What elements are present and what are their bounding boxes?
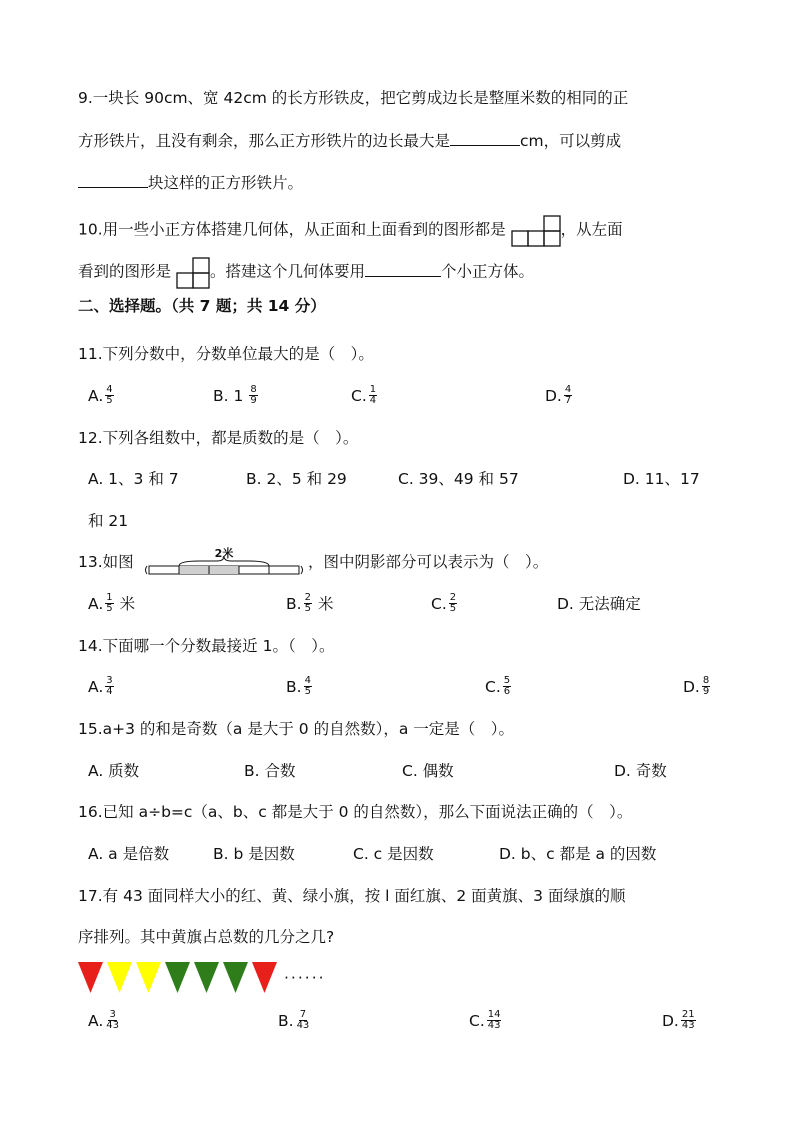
q14-b-fraction: $\frac{4}{5}$ [304,675,311,697]
flag-2 [107,962,132,993]
q11-option-b[interactable] [213,386,260,407]
q17-d-fraction: $\frac{21}{43}$ [681,1009,695,1031]
flag-1 [78,962,103,993]
q9-line1: 9.一块长 90cm、宽 42cm 的长方形铁皮，把它剪成边长是整厘米数的相同的正 [78,89,629,107]
q17-option-a[interactable] [88,1011,122,1032]
flag-3 [136,962,161,993]
q17-a-label: A. [88,1012,104,1030]
q12-option-b[interactable]: B. 2、5 和 29 [246,470,347,488]
q15-stem: 15.a+3 的和是奇数（a 是大于 0 的自然数），a 一定是（ ）。 [78,720,514,738]
q14-d-label: D. [683,678,700,696]
q13-b-label: B. [286,595,302,613]
q13-stem-a: 13.如图 [78,553,134,571]
q10-text-a: 10.用一些小正方体搭建几何体，从正面和上面看到的图形都是 [78,220,506,239]
q11-d-fraction: $\frac{4}{7}$ [564,384,572,406]
q17-option-b[interactable] [278,1011,312,1032]
q15-option-b[interactable]: B. 合数 [244,762,296,780]
q12-option-a[interactable]: A. 1、3 和 7 [88,470,179,488]
q9-blank-side[interactable] [450,130,520,146]
q13-b-fraction: $\frac{2}{5}$ [304,592,311,614]
q10-line1 [78,213,623,247]
flag-7 [252,962,277,993]
q13-option-d[interactable]: D. 无法确定 [557,595,641,613]
q9-blank-count[interactable] [78,172,148,188]
q11-d-label: D. [545,387,562,405]
q11-a-label: A. [88,387,104,405]
left-view-figure [176,255,210,289]
q13-segment-figure [143,544,305,578]
q16-stem: 16.已知 a÷b=c（a、b、c 都是大于 0 的自然数），那么下面说法正确的（ ）。 [78,803,633,821]
q14-option-b[interactable] [286,677,314,698]
q12-option-d-continued: 和 21 [88,512,129,530]
q17-line2: 序排列。其中黄旗占总数的几分之几? [78,928,335,946]
q14-option-a[interactable] [88,677,116,698]
q14-option-c[interactable] [485,677,513,698]
q11-c-label: C. [351,387,367,405]
q12-stem: 12.下列各组数中，都是质数的是（ ）。 [78,429,359,447]
section-heading: 二、选择题。（共 7 题；共 14 分） [78,297,326,315]
q13-option-a[interactable] [88,594,135,615]
q17-option-c[interactable] [469,1011,503,1032]
q13-option-b[interactable] [286,594,333,615]
q10-text-d: 。搭建这个几何体要用 [209,262,365,281]
q10-line2 [78,255,534,289]
q16-option-a[interactable]: A. a 是倍数 [88,845,170,863]
q12-option-c[interactable]: C. 39、49 和 57 [398,470,519,488]
flag-4 [165,962,190,993]
q17-b-label: B. [278,1012,294,1030]
q15-option-a[interactable]: A. 质数 [88,762,140,780]
q13-c-label: C. [431,595,447,613]
q17-line1: 17.有 43 面同样大小的红、黄、绿小旗，按 l 面红旗、2 面黄旗、3 面绿旗的顺 [78,887,626,905]
q9-text-c: 块这样的正方形铁片。 [148,174,304,192]
q16-option-c[interactable]: C. c 是因数 [353,845,434,863]
q11-stem: 11.下列分数中，分数单位最大的是（ ）。 [78,345,374,363]
q17-c-label: C. [469,1012,485,1030]
q9-text-b: cm，可以剪成 [520,132,622,150]
q12-option-d[interactable]: D. 11、17 [623,470,700,488]
q11-option-d[interactable] [545,386,574,407]
q17-flag-row [76,960,286,996]
q11-b-label: B. 1 [213,387,244,405]
q13-a-label: A. [88,595,104,613]
q13-a-unit: 米 [119,595,136,613]
q9-text-a: 方形铁片，且没有剩余，那么正方形铁片的边长最大是 [78,132,451,150]
flag-6 [223,962,248,993]
q11-option-c[interactable] [351,386,379,407]
q9-line3 [78,172,303,193]
q11-b-fraction: $\frac{8}{9}$ [250,384,257,406]
q11-a-fraction: $\frac{4}{5}$ [106,384,113,406]
q17-d-label: D. [662,1012,679,1030]
q17-c-fraction: $\frac{14}{43}$ [487,1009,501,1031]
q14-stem: 14.下面哪一个分数最接近 1。（ ）。 [78,637,335,655]
q10-text-c: 看到的图形是 [78,262,172,281]
q15-option-d[interactable]: D. 奇数 [614,762,667,780]
q17-ellipsis: ······ [284,969,326,987]
q9-line2 [78,130,621,151]
q10-text-e: 个小正方体。 [440,262,534,281]
q17-a-fraction: $\frac{3}{43}$ [106,1009,119,1031]
q14-a-label: A. [88,678,104,696]
q16-option-d[interactable]: D. b、c 都是 a 的因数 [499,845,657,863]
q15-option-c[interactable]: C. 偶数 [402,762,454,780]
q14-d-fraction: $\frac{8}{9}$ [702,675,710,697]
q11-c-fraction: $\frac{1}{4}$ [369,384,377,406]
q14-c-fraction: $\frac{5}{6}$ [503,675,511,697]
q13-stem-b: ，图中阴影部分可以表示为（ ）。 [308,553,549,571]
q16-option-b[interactable]: B. b 是因数 [213,845,295,863]
q13-option-c[interactable] [431,594,459,615]
front-top-view-figure [511,213,561,247]
q17-option-d[interactable] [662,1011,698,1032]
q13-figure-label: 2米 [214,547,234,560]
q14-option-d[interactable] [683,677,712,698]
q11-option-a[interactable] [88,386,116,407]
q10-blank[interactable] [365,261,441,277]
q10-text-b: ，从左面 [560,220,623,239]
q13-c-fraction: $\frac{2}{5}$ [449,592,457,614]
q17-b-fraction: $\frac{7}{43}$ [296,1009,310,1031]
q14-c-label: C. [485,678,501,696]
q13-b-unit: 米 [317,595,334,613]
q14-b-label: B. [286,678,302,696]
flag-5 [194,962,219,993]
q13-a-fraction: $\frac{1}{5}$ [106,592,113,614]
q14-a-fraction: $\frac{3}{4}$ [106,675,113,697]
